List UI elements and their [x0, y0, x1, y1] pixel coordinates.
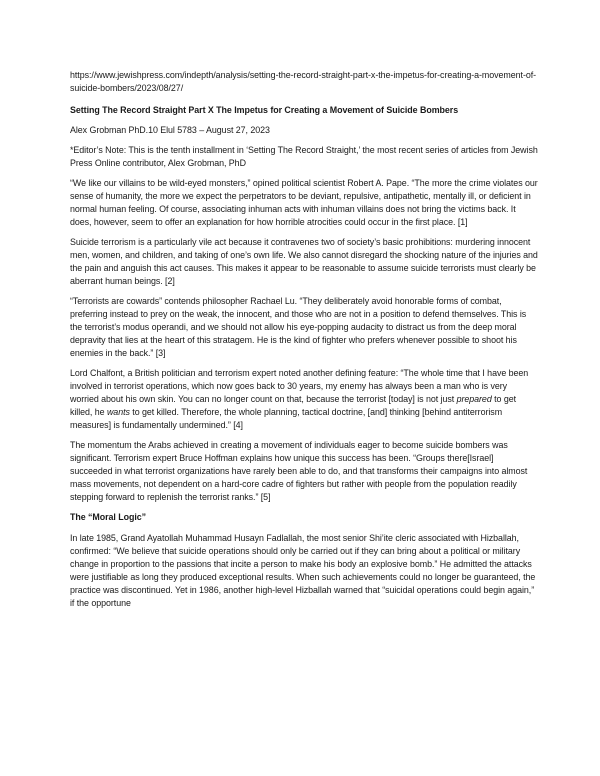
article-title: Setting The Record Straight Part X The Impetus for Creating a Movement of Suicide Bombers — [70, 105, 459, 115]
editors-note: *Editor’s Note: This is the tenth installment in ‘Setting The Record Straight,’ the most recent series of articles from Jewish Press Online contributor, Alex Grobman, PhD — [70, 145, 538, 168]
paragraph-4-emphasis-prepared: prepared — [456, 394, 492, 404]
paragraph-4 — [70, 367, 538, 432]
section-heading: The “Moral Logic” — [70, 512, 147, 522]
paragraph-6: In late 1985, Grand Ayatollah Muhammad Husayn Fadlallah, the most senior Shi’ite cleric associated with Hizballah, confirmed: “We believe that suicide operations should only be carried out if they can bring about a political or military change in proportion to the passions that incite a person to make his body an explosive bomb.” He admitted the attacks were justifiable as long they produced exceptional results. When such achievements could no longer be guaranteed, the practice was discontinued. Yet in 1986, another high-level Hizballah warned that “suicidal operations could begin again,” if the opportune — [70, 533, 536, 608]
paragraph-4-text-c: to get killed. Therefore, the whole planning, tactical doctrine, [and] thinking [behind antiterrorism measures] is fundamentally undermined.” [4] — [70, 407, 503, 430]
document-page — [70, 69, 538, 617]
paragraph-5: The momentum the Arabs achieved in creating a movement of individuals eager to become suicide bombers was significant. Terrorism expert Bruce Hoffman explains how unique this success has been. “Groups there[Israel] succeeded in what terrorist organizations have rarely been able to do, and that transforms their campaigns into almost mass movements, not dependent on a hard-core cadre of fighters but rather with people from the population readily stepping forward to replenish the terrorist ranks.” [5] — [70, 440, 528, 502]
paragraph-1: “We like our villains to be wild-eyed monsters,” opined political scientist Robert A. Pape. “The more the crime violates our sense of humanity, the more we expect the perpetrators to be deviant, repulsive, antipathetic, mentally ill, or deficient in normal human feeling. Of course, associating inhuman acts with inhuman villains does not bring the victims back. It does, however, seem to offer an explanation for how horrible atrocities could occur in the first place. [1] — [70, 178, 538, 227]
paragraph-4-text-a: Lord Chalfont, a British politician and terrorism expert noted another defining feature: “The whole time that I have been involved in terrorist operations, which now goes back to 30 years, my enemy has always been a man who is very worried about his own skin. You can no longer count on that, because the terrorist [today] is not just — [70, 368, 529, 404]
paragraph-4-text-b: to get killed, he — [70, 394, 517, 417]
paragraph-3: “Terrorists are cowards” contends philosopher Rachael Lu. “They deliberately avoid honorable forms of combat, preferring instead to prey on the weak, the innocent, and those who are not in a position to defend themselves. This is the terrorist’s modus operandi, and we should not allow his eye-popping audacity to distract us from the deep moral depravity that lies at the heart of this stratagem. He is the kind of fighter who prefers whenever possible to shoot his enemies in the back.” [3] — [70, 296, 527, 358]
paragraph-2: Suicide terrorism is a particularly vile act because it contravenes two of society’s basic prohibitions: murdering innocent men, women, and children, and taking of one’s own life. We also cannot disregard the shocking nature of the injuries and the pain and anguish this act causes. This makes it appear to be reasonable to assume suicide terrorists must clearly be aberrant human beings. [2] — [70, 237, 538, 286]
paragraph-4-emphasis-wants: wants — [106, 407, 130, 417]
source-url: https://www.jewishpress.com/indepth/analysis/setting-the-record-straight-part-x-the-impetus-for-creating-a-movement-of-suicide-bombers/2023/08/27/ — [70, 70, 537, 93]
byline: Alex Grobman PhD.10 Elul 5783 – August 27, 2023 — [70, 125, 270, 135]
